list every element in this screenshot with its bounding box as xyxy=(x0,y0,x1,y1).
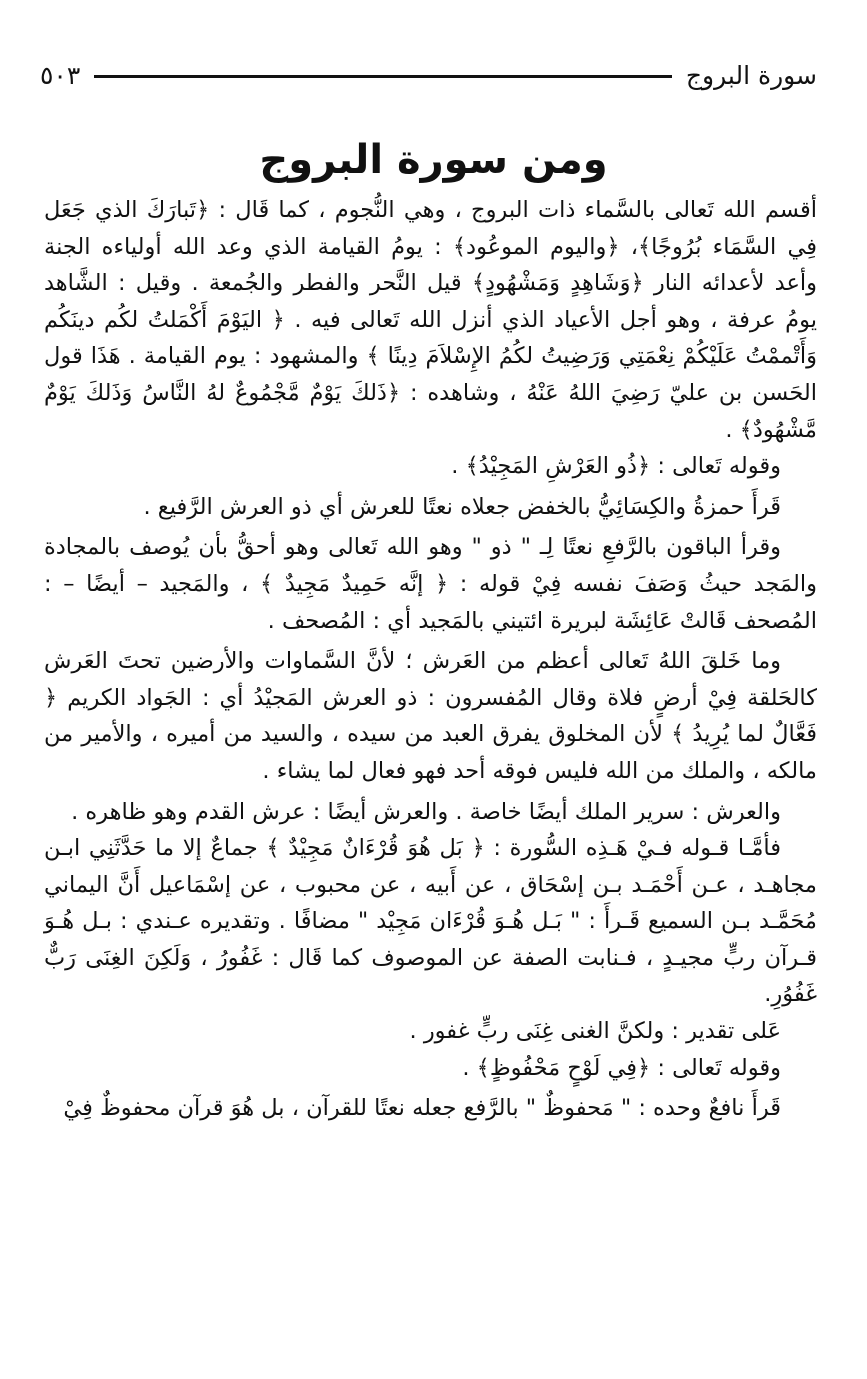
paragraph: قَرأَ نافعٌ وحده : " مَحفوظٌ " بالرَّفع جعله نعتًا للقرآن ، بل هُوَ قرآن محفوظٌ فِيْ xyxy=(63,1095,781,1122)
paragraph: وقوله تَعالى : ﴿ذُو العَرْشِ المَجِيْدُ﴾ . xyxy=(451,453,781,480)
paragraph: أقسم الله تَعالى بالسَّماء ذات البروج ، وهي النُّجوم ، كما قَال : ﴿تَبارَكَ الذي جَعَل فِي السَّمَاء بُرُوجًا﴾، ﴿واليوم الموعُود﴾ : يومُ القيامة الذي وعد الله أولياءه الجنة وأعد لأعدائه النار ﴿وَشَاهِدٍ وَمَشْهُودٍ﴾ قيل النَّحر والفطر والجُمعة . وقيل : الشَّاهد يومُ عرفة ، وهو أجل الأعياد الذي أنزل الله تَعالى فيه . ﴿ اليَوْمَ أَكْمَلتُ لكُم دينَكُم وَأَتْممْتُ عَلَيْكُمْ نِعْمَتِي وَرَضِيتُ لكُمُ الإِسْلاَمَ دِينًا ﴾ والمشهود : يوم القيامة . هَذَا قول الحَسن بن عليّ رَضِيَ اللهُ عَنْهُ ، وشاهده : ﴿ذَلكَ يَوْمٌ مَّجْمُوعٌ لهُ النَّاسُ وَذَلكَ يَوْمٌ مَّشْهُودٌ﴾ . xyxy=(44,197,817,443)
paragraph: والعرش : سرير الملك أيضًا خاصة . والعرش أيضًا : عرش القدم وهو ظاهره . xyxy=(71,798,781,825)
paragraph: فأمَّـا قـوله فـيْ هَـذِه السُّورة : ﴿ بَل هُوَ قُرْءَانٌ مَجِيْدٌ ﴾ جماعٌ إلا ما حَدَّثَنِي ابـن مجاهـد ، عـن أَحْمَـد بـن إسْحَاق ، عن أَبيه ، عن محبوب ، عن إسْمَاعيل أَنَّ اليماني مُحَمَّـد بـن السميع قَـرأَ : " بَـل هُـوَ قُرْءَان مَجِيْد " مضافًا . وتقديره عـندي : بـل هُـوَ قـرآن ربٍّ مجيـدٍ ، فـنابت الصفة عن الموصوف كما قَال : غَفُورُ ، وَلَكِنَ الغِنَى رَبٌّ غَفُوُرِ. xyxy=(44,835,817,1008)
paragraph: وقوله تَعالى : ﴿فِي لَوْحٍ مَحْفُوظٍ﴾ . xyxy=(462,1054,781,1081)
running-header xyxy=(40,56,817,96)
header-title: سورة البروج xyxy=(685,61,817,90)
body-text xyxy=(44,192,817,1127)
page-number: ٥٠٣ xyxy=(40,61,81,90)
paragraph: قَرأَ حمزةُ والكِسَائِيُّ بالخفض جعلاه نعتًا للعرش أي ذو العرش الرَّفيع . xyxy=(143,493,781,520)
paragraph: وقرأ الباقون بالرَّفعِ نعتًا لِـ " ذو " وهو الله تَعالى وهو أحقُّ بأن يُوصف بالمجادة والمَجد حيثُ وَصَفَ نفسه فِيْ قوله : ﴿ إنَّه حَمِيدٌ مَجِيدٌ ﴾ ، والمَجيد – أيضًا – : المُصحف قَالتْ عَائِشَة لبريرة ائتيني بالمَجيد أي : المُصحف . xyxy=(44,534,817,634)
header-rule xyxy=(94,75,672,78)
paragraph: وما خَلقَ اللهُ تَعالى أعظم من العَرش ؛ لأنَّ السَّماوات والأرضين تحتَ العَرش كالحَلقة فِيْ أرضٍ فلاة وقال المُفسرون : ذو العرش المَجيْدُ أي : الجَواد الكريم ﴿ فَعَّالٌ لما يُرِيدُ ﴾ لأن المخلوق يفرق العبد من سيده ، والسيد من أميره ، والأمير من مالكه ، والملك من الله فليس فوقه أحد فهو فعال لما يشاء . xyxy=(44,648,817,784)
paragraph: عَلى تقدير : ولكنَّ الغنى غِنَى ربٍّ غفور . xyxy=(409,1018,781,1045)
surah-title: ومن سورة البروج xyxy=(259,137,608,183)
